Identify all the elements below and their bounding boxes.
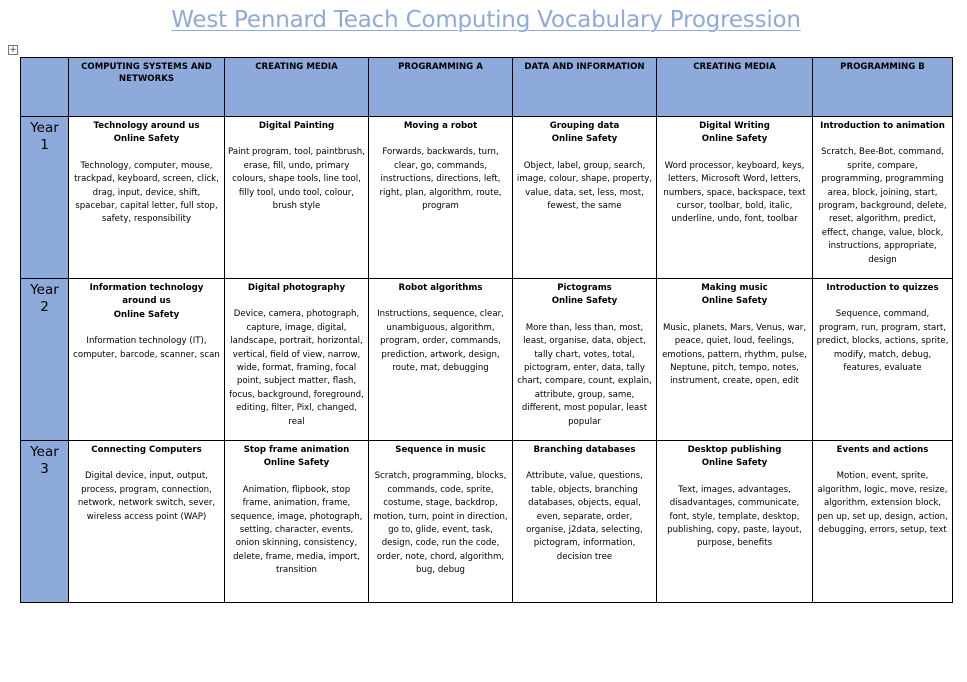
unit-cell (225, 441, 369, 603)
unit-vocabulary: Object, label, group, search, image, colour, shape, property, value, data, set, less, most, fewest, the same (516, 160, 653, 212)
unit-vocabulary: Digital device, input, output, process, program, connection, network, network switch, sever, wireless access point (WAP) (77, 471, 216, 522)
unit-cell (225, 279, 369, 441)
unit-subtitle: Online Safety (263, 458, 330, 469)
unit-vocabulary: Attribute, value, questions, table, objects, branching databases, objects, equal, even, separate, order, organise, j2data, selecting, pictogram, information, decision tree (526, 471, 643, 562)
unit-vocabulary: Information technology (IT), computer, barcode, scanner, scan (73, 336, 220, 360)
unit-title: Events and actions (836, 445, 929, 455)
unit-title: Introduction to quizzes (826, 283, 939, 293)
unit-cell (513, 441, 657, 603)
header-row (21, 58, 953, 117)
document-title: West Pennard Teach Computing Vocabulary Progression (171, 7, 801, 33)
table-move-handle-icon[interactable]: + (9, 45, 17, 55)
unit-cell (69, 441, 225, 603)
unit-subtitle: Online Safety (701, 134, 768, 145)
unit-subtitle: Online Safety (701, 296, 768, 307)
unit-title: Technology around us (93, 121, 200, 131)
unit-vocabulary: Paint program, tool, paintbrush, erase, fill, undo, primary colours, shape tools, line tool, filly tool, undo tool, colour, brush style (228, 147, 365, 212)
year-row (21, 279, 953, 441)
unit-title: Grouping data (549, 121, 620, 131)
year-label-cell (21, 117, 69, 279)
unit-subtitle: Online Safety (113, 134, 180, 145)
unit-title: Information technology around us (89, 283, 204, 307)
vocabulary-table (20, 57, 953, 603)
header-corner-cell (21, 58, 69, 117)
unit-vocabulary: Animation, flipbook, stop frame, animation, frame, sequence, image, photograph, setting, character, events, onion skinning, consistency, delete, frame, media, import, transition (230, 484, 363, 576)
unit-cell (369, 279, 513, 441)
column-header: PROGRAMMING B (813, 58, 953, 117)
column-header: CREATING MEDIA (657, 58, 813, 117)
unit-vocabulary: Instructions, sequence, clear, unambiguous, algorithm, program, order, commands, prediction, artwork, design, route, mat, debugging (377, 309, 504, 374)
unit-title: Moving a robot (403, 121, 478, 131)
unit-cell (369, 441, 513, 603)
unit-cell (657, 441, 813, 603)
unit-vocabulary: Technology, computer, mouse, trackpad, keyboard, screen, click, drag, input, device, shift, spacebar, capital letter, full stop, safety, responsibility (74, 160, 219, 225)
unit-title: Digital photography (247, 283, 346, 293)
unit-title: Digital Painting (258, 121, 335, 131)
unit-title: Making music (701, 283, 768, 293)
unit-vocabulary: Music, planets, Mars, Venus, war, peace, quiet, loud, feelings, emotions, pattern, rhythm, pulse, Neptune, pitch, tempo, notes, instrument, create, open, edit (662, 322, 807, 387)
column-header: CREATING MEDIA (225, 58, 369, 117)
unit-cell (513, 279, 657, 441)
unit-title: Connecting Computers (91, 445, 202, 455)
unit-title: Robot algorithms (398, 283, 483, 293)
unit-title: Desktop publishing (687, 445, 782, 455)
unit-vocabulary: Motion, event, sprite, algorithm, logic, move, resize, algorithm, extension block, pen up, set up, design, action, debugging, errors, setup, text (817, 471, 948, 536)
unit-cell (813, 441, 953, 603)
unit-cell (657, 117, 813, 279)
year-label-cell (21, 441, 69, 603)
unit-cell (813, 279, 953, 441)
unit-title: Branching databases (533, 445, 636, 455)
unit-subtitle: Online Safety (701, 458, 768, 469)
unit-cell (369, 117, 513, 279)
unit-cell (513, 117, 657, 279)
unit-title: Stop frame animation (243, 445, 350, 455)
unit-vocabulary: Word processor, keyboard, keys, letters, Microsoft Word, letters, numbers, space, backspace, text cursor, toolbar, bold, italic, underline, undo, font, toolbar (663, 160, 806, 225)
year-label: Year 3 (30, 444, 59, 477)
year-label: Year 1 (30, 120, 59, 153)
unit-cell (69, 279, 225, 441)
unit-cell (813, 117, 953, 279)
year-label: Year 2 (30, 282, 59, 315)
unit-title: Introduction to animation (820, 121, 945, 131)
unit-cell (657, 279, 813, 441)
year-label-cell (21, 279, 69, 441)
unit-cell (69, 117, 225, 279)
unit-vocabulary: Scratch, programming, blocks, commands, code, sprite, costume, stage, backdrop, motion, turn, point in direction, go to, glide, event, task, design, code, run the code, order, note, chord, algorithm, bug, debug (373, 471, 508, 576)
unit-vocabulary: Forwards, backwards, turn, clear, go, commands, instructions, directions, left, right, plan, algorithm, route, program (379, 147, 502, 212)
unit-title: Digital Writing (699, 121, 770, 131)
unit-vocabulary: Scratch, Bee-Bot, command, sprite, compare, programming, programming area, block, joining, start, program, background, delete, reset, algorithm, predict, effect, change, value, block, instructions, appropriate, design (818, 147, 947, 265)
unit-cell (225, 117, 369, 279)
unit-title: Pictograms (557, 283, 612, 293)
column-header: PROGRAMMING A (369, 58, 513, 117)
column-header: COMPUTING SYSTEMS AND NETWORKS (69, 58, 225, 117)
unit-subtitle: Online Safety (551, 134, 618, 145)
column-header: DATA AND INFORMATION (513, 58, 657, 117)
unit-subtitle: Online Safety (113, 309, 180, 320)
unit-title: Sequence in music (395, 445, 486, 455)
unit-vocabulary: More than, less than, most, least, organise, data, object, tally chart, votes, total, pictogram, enter, data, tally chart, compare, count, explain, attribute, group, same, different, most popular, least popular (517, 322, 652, 427)
unit-vocabulary: Device, camera, photograph, capture, image, digital, landscape, portrait, horizontal, vertical, field of view, narrow, wide, format, framing, focal point, subject matter, flash, focus, background, foreground, editing, filter, Pixl, changed, real (229, 309, 364, 427)
unit-vocabulary: Sequence, command, program, run, program, start, predict, blocks, actions, sprite, modify, match, debug, features, evaluate (816, 309, 949, 374)
unit-subtitle: Online Safety (551, 296, 618, 307)
year-row (21, 441, 953, 603)
year-row (21, 117, 953, 279)
unit-vocabulary: Text, images, advantages, disadvantages, communicate, font, style, template, desktop, publishing, copy, paste, layout, purpose, benefits (667, 484, 802, 549)
